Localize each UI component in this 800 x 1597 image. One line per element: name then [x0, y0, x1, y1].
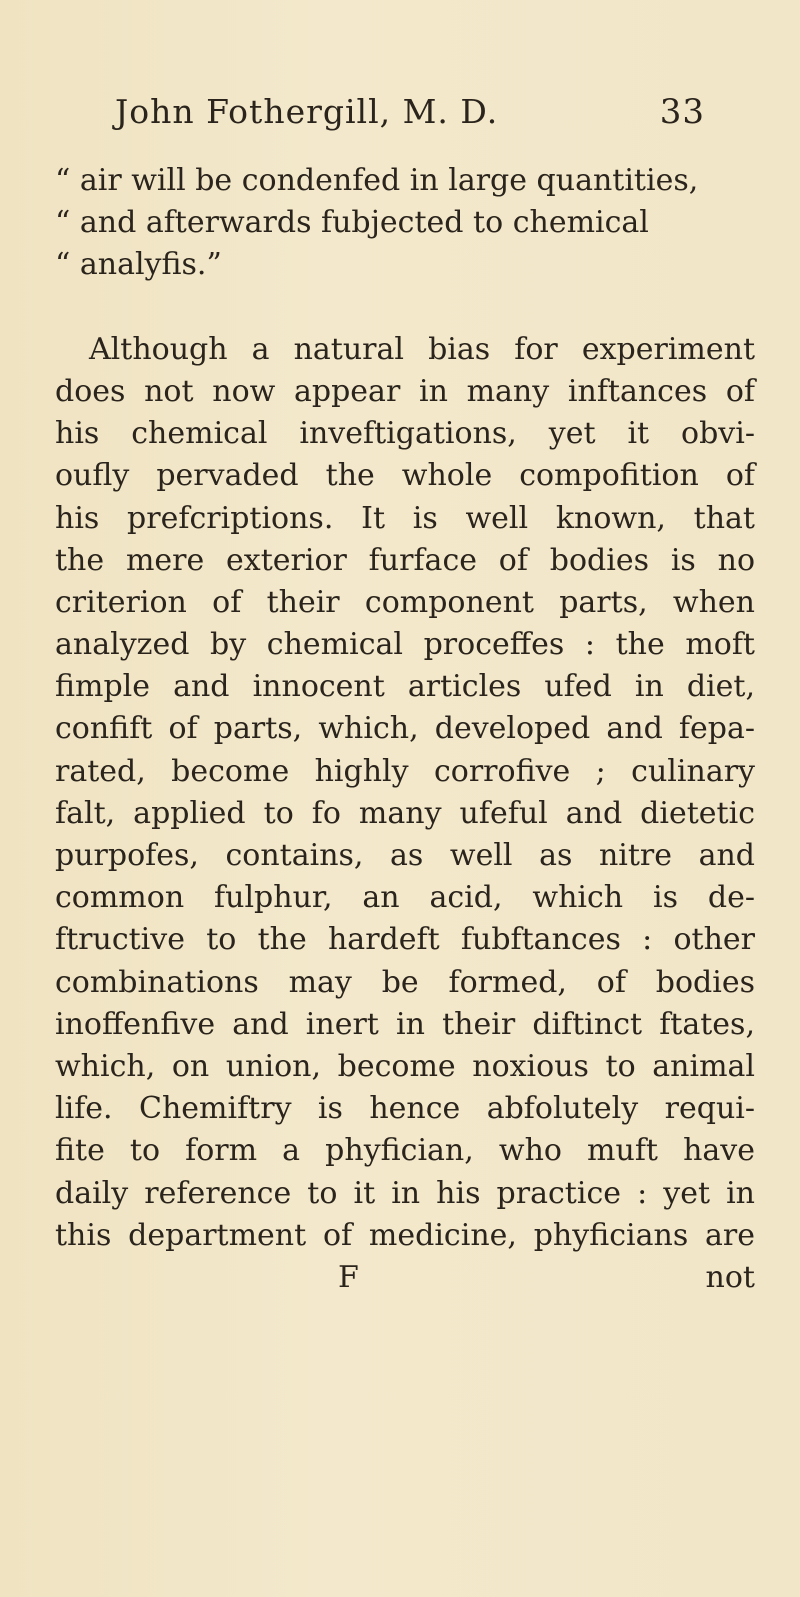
body-text: [55, 160, 755, 1299]
paragraph-line: criterion of their component parts, when: [55, 584, 755, 620]
paragraph-line: combinations may be formed, of bodies: [55, 964, 755, 1000]
catchword: not: [705, 1259, 755, 1295]
paragraph-line: the mere exterior furface of bodies is no: [55, 542, 755, 578]
paragraph-line: his prefcriptions. It is well known, that: [55, 500, 755, 536]
paragraph-line: rated, become highly corrofive ; culinary: [55, 753, 755, 789]
paragraph-line: does not now appear in many inftances of: [55, 373, 755, 409]
paragraph-line: his chemical inveftigations, yet it obvi-: [55, 416, 755, 452]
paragraph-line: analyzed by chemical proceffes : the moft: [55, 627, 755, 663]
paragraph-line: common fulphur, an acid, which is de-: [55, 880, 755, 916]
paragraph-line: fite to form a phyfician, who muft have: [55, 1133, 755, 1169]
paragraph-line: life. Chemiftry is hence abfolutely requi-: [55, 1091, 755, 1127]
paragraph-line: oufly pervaded the whole compofition of: [55, 458, 755, 494]
paragraph-line: Although a natural bias for experiment: [89, 331, 755, 367]
paragraph-line: ftructive to the hardeft fubftances : other: [55, 922, 755, 958]
paragraph-line: inoffenfive and inert in their diftinct ftates,: [55, 1006, 755, 1042]
quote-line: “ air will be condenfed in large quantities,: [55, 163, 699, 198]
paragraph-line: this department of medicine, phyficians are: [55, 1217, 755, 1253]
signature-mark: F: [338, 1259, 359, 1295]
running-head: John Fothergill, M. D.: [115, 92, 499, 131]
quote-line: “ and afterwards fubjected to chemical: [55, 205, 649, 241]
paragraph-line: falt, applied to fo many ufeful and dietetic: [55, 795, 755, 831]
paragraph-line: daily reference to it in his practice : yet in: [55, 1175, 755, 1211]
paragraph-gap: [55, 287, 755, 329]
page-number: 33: [659, 92, 705, 132]
paragraph-line: confift of parts, which, developed and fepa-: [55, 711, 755, 747]
paragraph-line: which, on union, become noxious to animal: [55, 1048, 755, 1084]
page-footer: [55, 1257, 755, 1299]
quote-line: “ analyfis.”: [55, 247, 222, 283]
paragraph-line: purpofes, contains, as well as nitre and: [55, 838, 755, 873]
paragraph-line: fimple and innocent articles ufed in diet,: [55, 669, 755, 705]
page-header: [115, 92, 705, 142]
